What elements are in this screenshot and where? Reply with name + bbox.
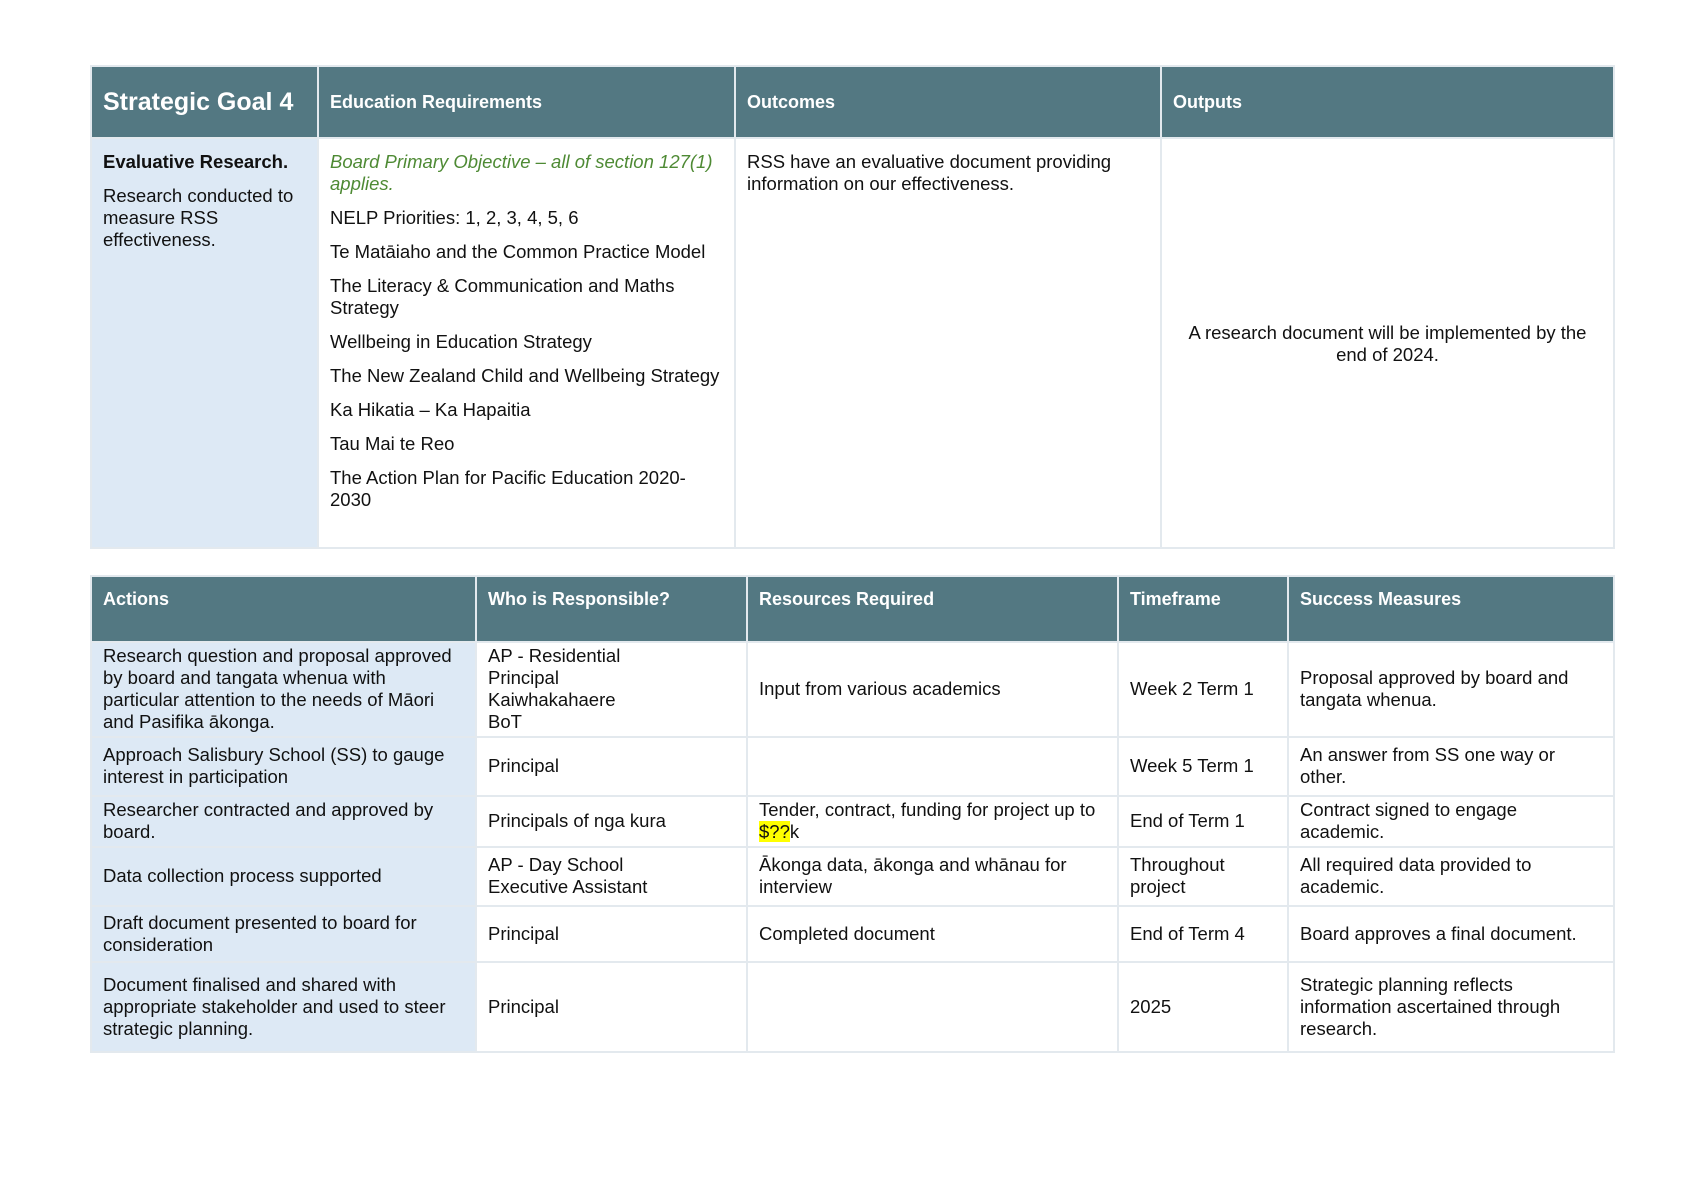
outcome-text: RSS have an evaluative document providing information on our effectiveness. [747,151,1112,194]
success-cell: Board approves a final document. [1288,906,1614,962]
who-line: AP - Residential [488,645,621,666]
table-row [91,642,1614,737]
requirement-item: The New Zealand Child and Wellbeing Strategy [330,365,720,386]
success-cell: All required data provided to academic. [1288,847,1614,906]
resources-cell: Input from various academics [747,642,1118,737]
who-cell [476,847,747,906]
requirement-item: Tau Mai te Reo [330,433,455,454]
resources-heading: Resources Required [747,576,1118,642]
timeframe-cell: End of Term 4 [1118,906,1288,962]
table-row [91,847,1614,906]
table-row [91,906,1614,962]
output-text: A research document will be implemented by the end of 2024. [1188,322,1587,365]
action-cell: Document finalised and shared with appropriate stakeholder and used to steer strategic planning. [91,962,476,1052]
who-line: Executive Assistant [488,876,648,897]
timeframe-cell: Week 2 Term 1 [1118,642,1288,737]
who-line: Kaiwhakahaere [488,689,616,710]
outputs-cell [1161,138,1614,548]
who-line: Principal [488,755,559,776]
success-cell: An answer from SS one way or other. [1288,737,1614,796]
strategic-goal-table [90,65,1615,549]
resources-cell [747,962,1118,1052]
goal-table-header-row [91,66,1614,138]
outputs-heading: Outputs [1161,66,1614,138]
success-cell: Strategic planning reflects information ascertained through research. [1288,962,1614,1052]
requirement-item: NELP Priorities: 1, 2, 3, 4, 5, 6 [330,207,579,228]
requirement-item: The Literacy & Communication and Maths Strategy [330,275,675,318]
who-cell [476,796,747,847]
timeframe-cell: Week 5 Term 1 [1118,737,1288,796]
success-cell: Contract signed to engage academic. [1288,796,1614,847]
timeframe-cell: Throughout project [1118,847,1288,906]
resources-cell: Ākonga data, ākonga and whānau for interview [747,847,1118,906]
actions-table-header-row [91,576,1614,642]
who-line: Principal [488,922,559,944]
timeframe-heading: Timeframe [1118,576,1288,642]
action-cell: Draft document presented to board for consideration [91,906,476,962]
who-cell [476,737,747,796]
who-line: BoT [488,711,522,732]
goal-description: Research conducted to measure RSS effectiveness. [103,185,294,250]
highlighted-amount: $?? [759,821,790,842]
table-row [91,796,1614,847]
goal-title: Evaluative Research. [103,151,289,172]
table-row [91,737,1614,796]
requirement-item: The Action Plan for Pacific Education 2020-2030 [330,467,686,510]
outcomes-heading: Outcomes [735,66,1161,138]
action-cell: Data collection process supported [91,847,476,906]
who-line: Principal [488,667,559,688]
who-line: Principal [488,995,559,1017]
resources-cell [747,796,1118,847]
actions-heading: Actions [91,576,476,642]
goal-table-body-row [91,138,1614,548]
board-objective: Board Primary Objective – all of section 127(1) applies. [330,151,713,194]
timeframe-cell: 2025 [1118,962,1288,1052]
resources-cell: Completed document [747,906,1118,962]
who-line: AP - Day School [488,854,624,875]
who-cell [476,906,747,962]
resources-cell [747,737,1118,796]
goal-cell [91,138,318,548]
action-cell: Researcher contracted and approved by board. [91,796,476,847]
requirement-item: Ka Hikatia – Ka Hapaitia [330,399,531,420]
outcomes-cell [735,138,1161,548]
requirement-item: Wellbeing in Education Strategy [330,331,592,352]
success-cell: Proposal approved by board and tangata whenua. [1288,642,1614,737]
who-line: Principals of nga kura [488,810,666,831]
education-requirements-heading: Education Requirements [318,66,735,138]
who-cell [476,642,747,737]
who-responsible-heading: Who is Responsible? [476,576,747,642]
actions-table [90,575,1615,1053]
action-cell: Research question and proposal approved by board and tangata whenua with particular attention to the needs of Māori and Pasifika ākonga. [91,642,476,737]
resources-suffix: k [789,821,800,842]
action-cell: Approach Salisbury School (SS) to gauge interest in participation [91,737,476,796]
success-measures-heading: Success Measures [1288,576,1614,642]
requirements-cell [318,138,735,548]
requirement-item: Te Matāiaho and the Common Practice Model [330,241,706,262]
strategic-goal-heading: Strategic Goal 4 [91,66,318,138]
timeframe-cell: End of Term 1 [1118,796,1288,847]
resources-text: Tender, contract, funding for project up to [759,799,1096,820]
who-cell [476,962,747,1052]
table-row [91,962,1614,1052]
